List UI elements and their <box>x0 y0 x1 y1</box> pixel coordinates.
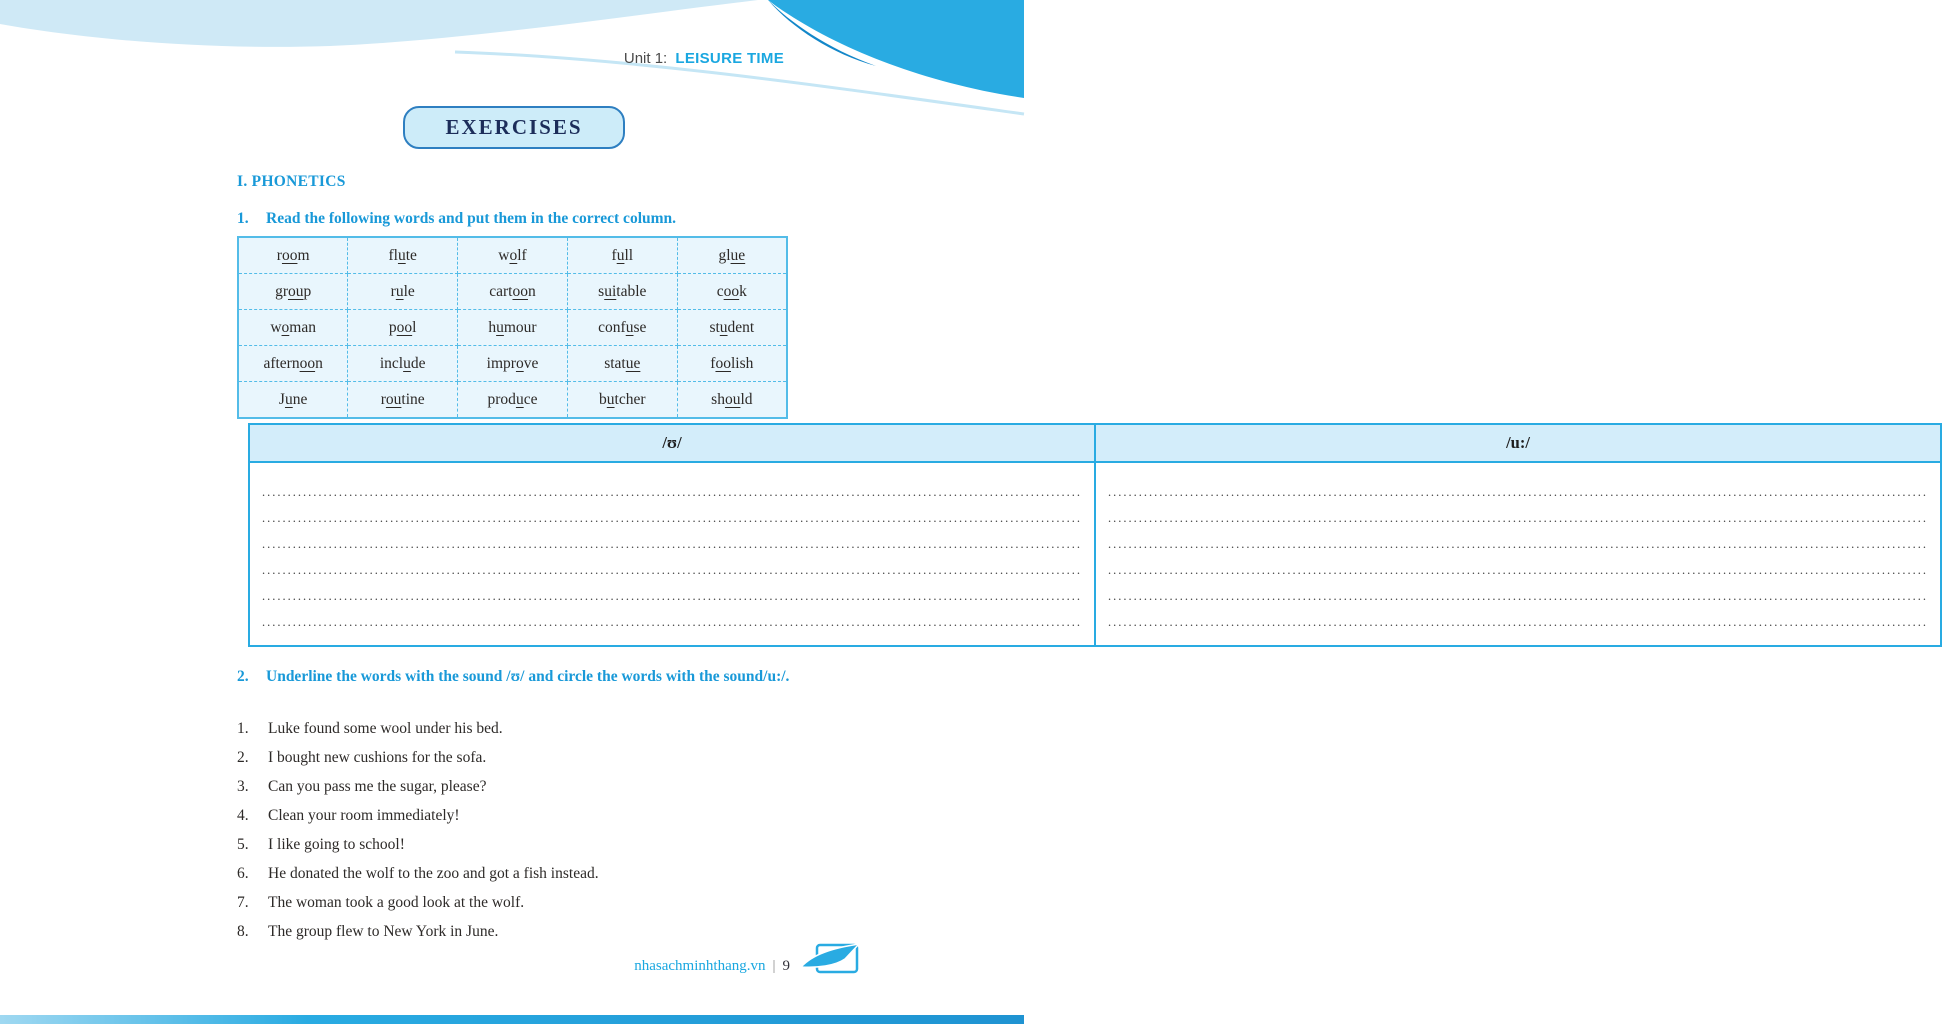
dotted-answer-line: ................................................................................................................................................................ <box>1108 563 1928 577</box>
unit-title: LEISURE TIME <box>675 50 784 67</box>
word-cell: suitable <box>567 274 677 310</box>
underlined-letters: u <box>284 390 293 408</box>
underlined-letters: ue <box>625 354 641 372</box>
word-cell: foolish <box>677 346 787 382</box>
word-cell: improve <box>458 346 568 382</box>
dotted-answer-line: ................................................................................................................................................................ <box>262 589 1082 603</box>
sentence-item <box>237 777 802 796</box>
word-table-row <box>238 346 787 382</box>
underlined-letters: u <box>606 390 615 408</box>
sentence-number: 5. <box>237 836 249 853</box>
word-table-row <box>238 310 787 346</box>
sentence-text: The woman took a good look at the wolf. <box>268 894 525 911</box>
footer-website: nhasachminhthang.vn <box>634 958 766 974</box>
word-cell: confuse <box>567 310 677 346</box>
underlined-letters: oo <box>723 282 740 300</box>
word-cell: flute <box>348 237 458 274</box>
dotted-answer-line: ................................................................................................................................................................ <box>1108 589 1928 603</box>
sentence-item <box>237 719 802 738</box>
sentence-number: 1. <box>237 720 249 737</box>
sentence-item <box>237 922 802 941</box>
underlined-letters: ou <box>287 282 304 300</box>
underlined-letters: u <box>625 318 634 336</box>
word-cell: rule <box>348 274 458 310</box>
unit-header <box>624 50 784 67</box>
sentence-item <box>237 835 802 854</box>
word-cell: produce <box>458 382 568 419</box>
page-title: EXERCISES <box>445 115 583 139</box>
dotted-answer-line: ................................................................................................................................................................ <box>262 615 1082 629</box>
word-cell: include <box>348 346 458 382</box>
dotted-answer-line: ................................................................................................................................................................ <box>262 537 1082 551</box>
exercise1-heading <box>237 208 797 229</box>
unit-label: Unit 1: <box>623 50 668 67</box>
underlined-letters: u <box>496 318 504 336</box>
sound-column-header-short: /ʊ/ <box>249 424 1095 462</box>
underlined-letters: o <box>281 318 290 336</box>
underlined-letters: u <box>515 390 524 408</box>
word-table-row <box>238 382 787 419</box>
sentence-text: Luke found some wool under his bed. <box>268 720 503 737</box>
underlined-letters: u <box>395 282 404 300</box>
sound-table <box>248 423 1942 647</box>
underlined-letters: ou <box>724 390 741 408</box>
word-cell: full <box>567 237 677 274</box>
word-cell: glue <box>677 237 787 274</box>
page-number: 9 <box>782 958 790 974</box>
word-cell: humour <box>458 310 568 346</box>
dotted-lines-left <box>262 479 1082 635</box>
sentence-item <box>237 864 802 883</box>
word-cell: cook <box>677 274 787 310</box>
word-cell: routine <box>348 382 458 419</box>
exercise2-number: 2. <box>237 668 249 685</box>
top-light-swoosh <box>0 0 758 47</box>
sentence-number: 6. <box>237 865 249 882</box>
sentence-item <box>237 748 802 767</box>
dotted-answer-line: ................................................................................................................................................................ <box>262 485 1082 499</box>
word-cell: pool <box>348 310 458 346</box>
sentence-text: I like going to school! <box>268 836 405 853</box>
underlined-letters: oo <box>396 318 413 336</box>
dotted-answer-line: ................................................................................................................................................................ <box>1108 537 1928 551</box>
underlined-letters: u <box>616 246 625 264</box>
dotted-answer-line: ................................................................................................................................................................ <box>1108 511 1928 525</box>
dotted-answer-line: ................................................................................................................................................................ <box>262 511 1082 525</box>
sentence-text: He donated the wolf to the zoo and got a fish instead. <box>268 865 599 882</box>
underlined-letters: ui <box>604 282 617 300</box>
page-footer <box>634 958 790 975</box>
word-cell: afternoon <box>238 346 348 382</box>
underlined-letters: ou <box>385 390 402 408</box>
sound-answer-cell-long <box>1095 462 1941 646</box>
sentence-number: 8. <box>237 923 249 940</box>
sentence-text: The group flew to New York in June. <box>268 923 499 940</box>
word-table-body <box>238 237 787 418</box>
exercise1-number: 1. <box>237 210 249 227</box>
word-cell: wolf <box>458 237 568 274</box>
underlined-letters: ue <box>730 246 746 264</box>
word-cell: should <box>677 382 787 419</box>
underlined-letters: oo <box>512 282 528 300</box>
sentence-item <box>237 806 802 825</box>
word-cell: room <box>238 237 348 274</box>
word-cell: group <box>238 274 348 310</box>
word-cell: student <box>677 310 787 346</box>
dotted-answer-line: ................................................................................................................................................................ <box>262 563 1082 577</box>
exercise2-heading <box>237 666 795 687</box>
underlined-letters: oo <box>281 246 298 264</box>
underlined-letters: u <box>719 318 728 336</box>
sentence-text: Clean your room immediately! <box>268 807 460 824</box>
sound-answer-cell-short <box>249 462 1095 646</box>
sentence-number: 3. <box>237 778 249 795</box>
sentence-text: Can you pass me the sugar, please? <box>268 778 487 795</box>
word-cell: butcher <box>567 382 677 419</box>
exercise1-instruction: Read the following words and put them in the correct column. <box>266 210 677 227</box>
word-table-row <box>238 274 787 310</box>
underlined-letters: oo <box>299 354 316 372</box>
sound-column-header-long: /u:/ <box>1095 424 1941 462</box>
word-cell: statue <box>567 346 677 382</box>
sentence-number: 2. <box>237 749 249 766</box>
word-cell: cartoon <box>458 274 568 310</box>
sentence-number: 4. <box>237 807 249 824</box>
sentence-item <box>237 893 802 912</box>
publisher-logo-icon <box>799 940 863 982</box>
word-cell: woman <box>238 310 348 346</box>
underlined-letters: u <box>403 354 411 372</box>
dotted-answer-line: ................................................................................................................................................................ <box>1108 485 1928 499</box>
word-cell: June <box>238 382 348 419</box>
sentence-text: I bought new cushions for the sofa. <box>268 749 487 766</box>
underlined-letters: u <box>397 246 406 264</box>
exercise2-instruction: Underline the words with the sound /ʊ/ and circle the words with the sound/u:/. <box>266 668 790 685</box>
dotted-lines-right <box>1108 479 1928 635</box>
footer-divider: | <box>772 958 776 974</box>
word-table-row <box>238 237 787 274</box>
dotted-answer-line: ................................................................................................................................................................ <box>1108 615 1928 629</box>
bottom-bar <box>0 1015 1024 1024</box>
section-title: I. PHONETICS <box>237 173 346 190</box>
sentence-list <box>237 719 802 951</box>
underlined-letters: o <box>515 354 524 372</box>
sentence-number: 7. <box>237 894 249 911</box>
word-table <box>237 236 788 419</box>
underlined-letters: oo <box>715 354 731 372</box>
exercises-title-box <box>403 106 625 149</box>
underlined-letters: o <box>509 246 518 264</box>
